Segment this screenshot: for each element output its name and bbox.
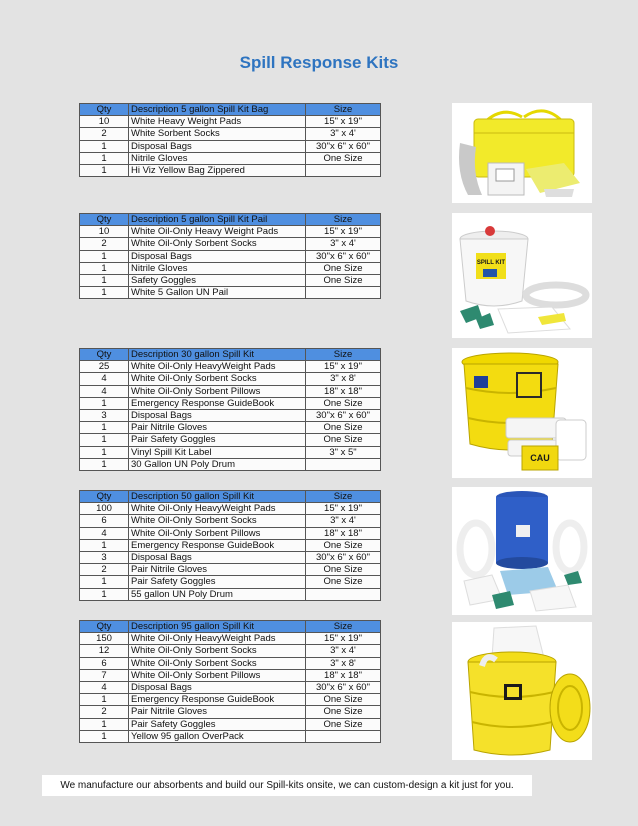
qty-cell: 4 [80, 373, 129, 385]
qty-cell: 2 [80, 706, 129, 718]
size-cell [306, 458, 381, 470]
size-cell: 3" x 4' [306, 645, 381, 657]
size-cell: One Size [306, 576, 381, 588]
description-cell: White Oil-Only Sorbent Socks [129, 657, 306, 669]
description-cell: Safety Goggles [129, 275, 306, 287]
qty-cell: 3 [80, 552, 129, 564]
qty-cell: 4 [80, 527, 129, 539]
size-cell: One Size [306, 718, 381, 730]
qty-cell: 1 [80, 446, 129, 458]
table-row [80, 576, 381, 588]
size-cell: 30"x 6" x 60" [306, 140, 381, 152]
table-row [80, 434, 381, 446]
qty-header: Qty [80, 214, 129, 226]
qty-cell: 1 [80, 434, 129, 446]
table-row [80, 458, 381, 470]
footer-note: We manufacture our absorbents and build our Spill-kits onsite, we can custom-design a kit just for you. [42, 775, 532, 796]
qty-cell: 12 [80, 645, 129, 657]
table-row [80, 730, 381, 742]
qty-cell: 1 [80, 718, 129, 730]
size-cell: One Size [306, 564, 381, 576]
table-row [80, 503, 381, 515]
size-cell: 3" x 4' [306, 128, 381, 140]
qty-cell: 1 [80, 165, 129, 177]
qty-header: Qty [80, 621, 129, 633]
table-row [80, 262, 381, 274]
description-cell: Hi Viz Yellow Bag Zippered [129, 165, 306, 177]
qty-cell: 1 [80, 287, 129, 299]
description-cell: Pair Safety Goggles [129, 718, 306, 730]
size-header: Size [306, 104, 381, 116]
qty-cell: 1 [80, 262, 129, 274]
size-cell: One Size [306, 262, 381, 274]
description-cell: White 5 Gallon UN Pail [129, 287, 306, 299]
qty-cell: 1 [80, 730, 129, 742]
kit-table-50-gallon [79, 490, 381, 601]
size-cell [306, 730, 381, 742]
description-cell: White Heavy Weight Pads [129, 116, 306, 128]
table-row [80, 361, 381, 373]
table-row [80, 446, 381, 458]
table-row [80, 539, 381, 551]
description-cell: Yellow 95 gallon OverPack [129, 730, 306, 742]
table-row [80, 250, 381, 262]
size-cell: 15" x 19" [306, 361, 381, 373]
description-cell: Pair Nitrile Gloves [129, 422, 306, 434]
table-row [80, 588, 381, 600]
size-cell: One Size [306, 397, 381, 409]
description-cell: Disposal Bags [129, 410, 306, 422]
kit-table-95-gallon [79, 620, 381, 743]
qty-cell: 1 [80, 694, 129, 706]
qty-cell: 1 [80, 397, 129, 409]
size-cell: One Size [306, 706, 381, 718]
size-cell: One Size [306, 422, 381, 434]
description-cell: Disposal Bags [129, 552, 306, 564]
description-cell: White Oil-Only Sorbent Socks [129, 515, 306, 527]
qty-cell: 1 [80, 250, 129, 262]
qty-cell: 1 [80, 458, 129, 470]
table-row [80, 657, 381, 669]
size-cell: One Size [306, 694, 381, 706]
table-row [80, 275, 381, 287]
description-cell: Pair Nitrile Gloves [129, 706, 306, 718]
spill-kit-pail-photo [452, 213, 592, 338]
description-header: Description 5 gallon Spill Kit Bag [129, 104, 306, 116]
description-cell: White Oil-Only Sorbent Socks [129, 645, 306, 657]
qty-header: Qty [80, 491, 129, 503]
table-row [80, 397, 381, 409]
table-row [80, 410, 381, 422]
qty-cell: 7 [80, 669, 129, 681]
description-cell: Vinyl Spill Kit Label [129, 446, 306, 458]
size-cell: 30"x 6" x 60" [306, 682, 381, 694]
description-cell: Disposal Bags [129, 682, 306, 694]
description-cell: White Oil-Only Heavy Weight Pads [129, 226, 306, 238]
description-header: Description 30 gallon Spill Kit [129, 349, 306, 361]
table-header-row [80, 349, 381, 361]
table-row [80, 385, 381, 397]
size-cell: 18" x 18" [306, 527, 381, 539]
description-header: Description 95 gallon Spill Kit [129, 621, 306, 633]
description-header: Description 50 gallon Spill Kit [129, 491, 306, 503]
description-cell: 55 gallon UN Poly Drum [129, 588, 306, 600]
spill-kit-30-gallon-photo [452, 348, 592, 478]
table-header-row [80, 621, 381, 633]
qty-cell: 1 [80, 275, 129, 287]
description-cell: White Oil-Only HeavyWeight Pads [129, 633, 306, 645]
qty-cell: 100 [80, 503, 129, 515]
table-row [80, 287, 381, 299]
size-header: Size [306, 621, 381, 633]
size-cell: 3" x 4' [306, 515, 381, 527]
size-cell: 15" x 19" [306, 226, 381, 238]
table-row [80, 226, 381, 238]
qty-cell: 6 [80, 657, 129, 669]
page-title: Spill Response Kits [239, 53, 399, 72]
table-row [80, 552, 381, 564]
qty-cell: 1 [80, 539, 129, 551]
size-cell: One Size [306, 434, 381, 446]
table-row [80, 140, 381, 152]
qty-cell: 150 [80, 633, 129, 645]
qty-cell: 1 [80, 152, 129, 164]
table-row [80, 682, 381, 694]
description-cell: Pair Safety Goggles [129, 576, 306, 588]
table-row [80, 152, 381, 164]
table-row [80, 645, 381, 657]
kit-table-5-gallon-pail [79, 213, 381, 299]
description-cell: Emergency Response GuideBook [129, 694, 306, 706]
spill-kit-bag-photo [452, 103, 592, 203]
table-row [80, 422, 381, 434]
table-row [80, 694, 381, 706]
description-cell: White Oil-Only Sorbent Socks [129, 373, 306, 385]
size-cell: 15" x 19" [306, 633, 381, 645]
qty-cell: 2 [80, 128, 129, 140]
description-cell: White Oil-Only Sorbent Pillows [129, 527, 306, 539]
description-cell: Emergency Response GuideBook [129, 539, 306, 551]
qty-cell: 6 [80, 515, 129, 527]
table-row [80, 373, 381, 385]
description-cell: Pair Safety Goggles [129, 434, 306, 446]
qty-cell: 1 [80, 422, 129, 434]
size-cell: 15" x 19" [306, 116, 381, 128]
qty-cell: 10 [80, 226, 129, 238]
table-row [80, 238, 381, 250]
table-row [80, 128, 381, 140]
size-cell [306, 588, 381, 600]
qty-cell: 25 [80, 361, 129, 373]
size-cell: 30"x 6" x 60" [306, 250, 381, 262]
size-cell [306, 165, 381, 177]
size-header: Size [306, 214, 381, 226]
description-cell: White Sorbent Socks [129, 128, 306, 140]
table-row [80, 669, 381, 681]
qty-cell: 2 [80, 238, 129, 250]
description-header: Description 5 gallon Spill Kit Pail [129, 214, 306, 226]
size-cell [306, 287, 381, 299]
description-cell: White Oil-Only HeavyWeight Pads [129, 361, 306, 373]
qty-cell: 4 [80, 682, 129, 694]
description-cell: 30 Gallon UN Poly Drum [129, 458, 306, 470]
qty-cell: 3 [80, 410, 129, 422]
size-header: Size [306, 491, 381, 503]
qty-header: Qty [80, 349, 129, 361]
drum-label-text: CAU [530, 453, 550, 463]
qty-cell: 2 [80, 564, 129, 576]
table-row [80, 165, 381, 177]
description-cell: Nitrile Gloves [129, 262, 306, 274]
kit-table-30-gallon [79, 348, 381, 471]
table-header-row [80, 491, 381, 503]
table-row [80, 718, 381, 730]
table-header-row [80, 214, 381, 226]
size-cell: 3" x 8' [306, 657, 381, 669]
table-row [80, 116, 381, 128]
size-cell: One Size [306, 275, 381, 287]
table-row [80, 564, 381, 576]
size-cell: 15" x 19" [306, 503, 381, 515]
qty-cell: 1 [80, 576, 129, 588]
table-row [80, 527, 381, 539]
size-cell: 30"x 6" x 60" [306, 410, 381, 422]
description-cell: Emergency Response GuideBook [129, 397, 306, 409]
spill-kit-95-gallon-photo [452, 622, 592, 760]
kit-table-5-gallon-bag [79, 103, 381, 177]
description-cell: White Oil-Only HeavyWeight Pads [129, 503, 306, 515]
size-cell: 30"x 6" x 60" [306, 552, 381, 564]
qty-cell: 1 [80, 140, 129, 152]
size-cell: 18" x 18" [306, 385, 381, 397]
size-header: Size [306, 349, 381, 361]
qty-cell: 1 [80, 588, 129, 600]
description-cell: Disposal Bags [129, 250, 306, 262]
table-row [80, 515, 381, 527]
description-cell: White Oil-Only Sorbent Pillows [129, 669, 306, 681]
size-cell: One Size [306, 152, 381, 164]
table-row [80, 706, 381, 718]
table-header-row [80, 104, 381, 116]
size-cell: 3" x 5" [306, 446, 381, 458]
qty-header: Qty [80, 104, 129, 116]
pail-label-text: SPILL KIT [476, 260, 506, 266]
size-cell: 3" x 4' [306, 238, 381, 250]
description-cell: White Oil-Only Sorbent Pillows [129, 385, 306, 397]
description-cell: Pair Nitrile Gloves [129, 564, 306, 576]
size-cell: One Size [306, 539, 381, 551]
qty-cell: 10 [80, 116, 129, 128]
size-cell: 3" x 8' [306, 373, 381, 385]
table-row [80, 633, 381, 645]
description-cell: Nitrile Gloves [129, 152, 306, 164]
qty-cell: 4 [80, 385, 129, 397]
description-cell: White Oil-Only Sorbent Socks [129, 238, 306, 250]
spill-kit-50-gallon-photo [452, 487, 592, 615]
size-cell: 18" x 18" [306, 669, 381, 681]
description-cell: Disposal Bags [129, 140, 306, 152]
